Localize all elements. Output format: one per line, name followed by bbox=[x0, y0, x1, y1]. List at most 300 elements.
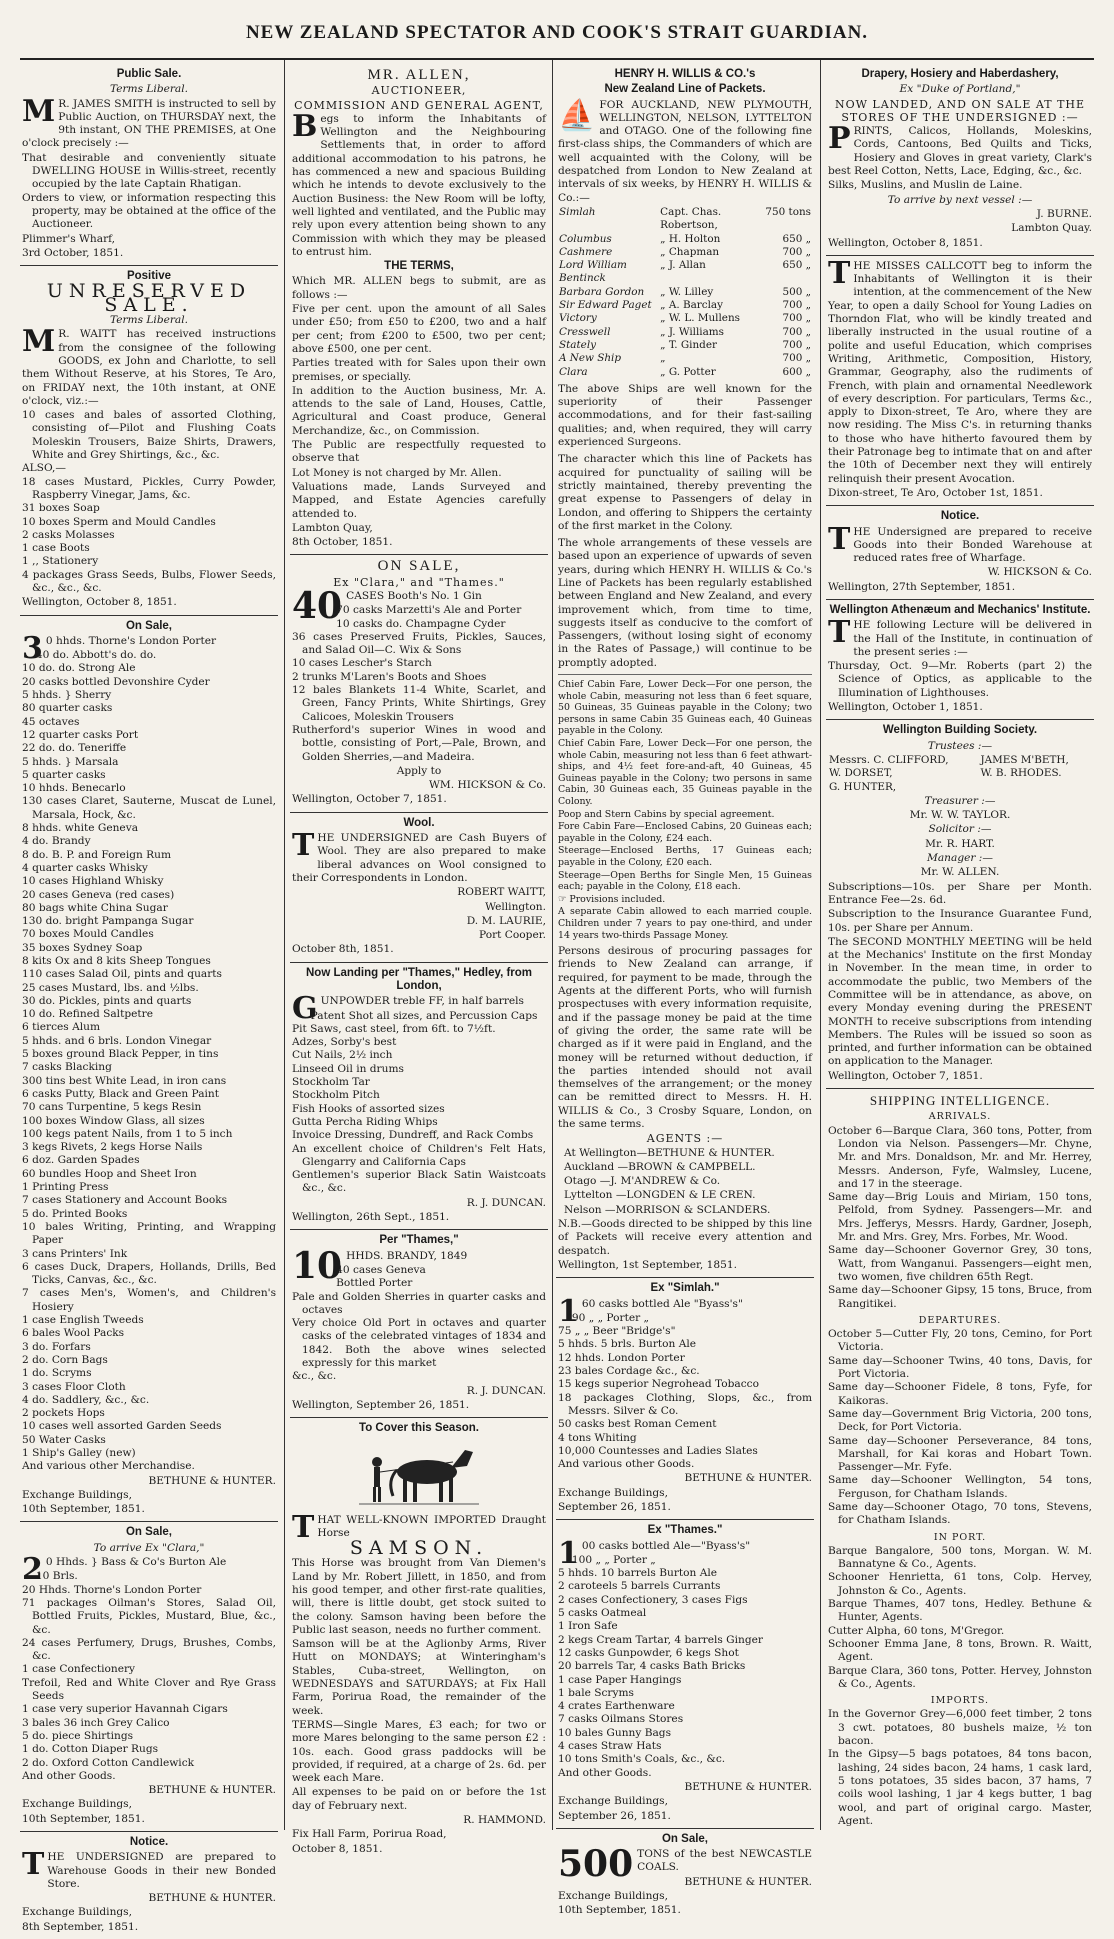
ad-block bbox=[826, 256, 1094, 506]
ad-text-line: THE Undersigned are prepared to receive Goods into their Bonded Warehouse at reduced rates free of Wharfage. bbox=[828, 521, 1092, 565]
ad-block bbox=[826, 600, 1094, 720]
ad-signature: BETHUNE & HUNTER. bbox=[148, 1784, 276, 1797]
column-3 bbox=[556, 64, 814, 1917]
ad-text-line: 4 packages Grass Seeds, Bulbs, Flower Seeds, &c., &c., &c. bbox=[22, 568, 276, 594]
ad-footer: Dixon-street, Te Aro, October 1st, 1851. bbox=[828, 486, 1043, 499]
ad-text-line: 2 pockets Hops bbox=[22, 1407, 105, 1420]
shipping-line: Same day—Schooner Twins, 40 tons, Davis, for Port Victoria. bbox=[828, 1354, 1092, 1381]
horse-name: SAMSON. bbox=[349, 1537, 489, 1560]
ad-text-line: Bottled Porter bbox=[336, 1277, 413, 1290]
ad-text-line: 10 hhds. Benecarlo bbox=[22, 782, 126, 795]
ad-title: New Zealand Line of Packets. bbox=[604, 83, 766, 96]
ad-block bbox=[290, 963, 548, 1231]
ad-block bbox=[290, 555, 548, 812]
ad-footer: Wellington, 27th September, 1851. bbox=[828, 580, 1016, 593]
ad-text-line: M R. JAMES SMITH is instructed to sell by Public Auction, on THURSDAY next, the 9th instant, ON THE PREMISES, at One o'clock precisely :— bbox=[22, 93, 276, 150]
ad-title: On Sale, bbox=[125, 1526, 173, 1539]
fare-line: Poop and Stern Cabins by special agreement. bbox=[558, 808, 775, 820]
drop-cap: P bbox=[828, 121, 851, 157]
drop-cap: 2 bbox=[22, 1552, 43, 1588]
shipping-line: October 5—Cutter Fly, 20 tons, Cemino, for Port Victoria. bbox=[828, 1328, 1092, 1354]
ad-heading: SHIPPING INTELLIGENCE. bbox=[869, 1093, 1051, 1109]
ad-text-line: 31 boxes Soap bbox=[22, 502, 100, 515]
ship-cell: Columbus bbox=[559, 232, 612, 245]
ad-subheading: AUCTIONEER, bbox=[371, 84, 467, 98]
column-4 bbox=[826, 64, 1094, 1829]
ad-text-line: 10 bales Writing, Printing, and Wrapping Paper bbox=[22, 1220, 276, 1247]
ad-text-line: ⛵ FOR AUCKLAND, NEW PLYMOUTH, WELLINGTON, NELSON, LYTTELTON and OTAGO. One of the following fine first-class ships, the Commanders of which are well acquainted with the Colony, will be despatched from London to New Zealand at intervals of six weeks, by HENRY H. WILLIS & Co.:— bbox=[558, 97, 812, 204]
ad-text-line: Silks, Muslins, and Muslin de Laine. bbox=[828, 179, 1023, 192]
ad-text-line: 10 boxes Sperm and Mould Candles bbox=[22, 515, 216, 528]
office-title: Manager :— bbox=[927, 852, 993, 865]
ad-subheading: Ex "Clara," and "Thames." bbox=[333, 575, 505, 589]
fare-line: Chief Cabin Fare, Lower Deck—For one person, the whole Cabin, measuring not less than 6 feet square, 50 Guineas, 35 Guineas payable in the Colony; two persons in same Cabin 35 Guineas each, 40 Guineas payable in the Colony. bbox=[558, 679, 812, 737]
ad-block bbox=[290, 64, 548, 555]
ad-text-line: 23 bales Cordage &c., &c. bbox=[558, 1365, 700, 1378]
shipping-line: Schooner Emma Jane, 8 tons, Brown. R. Waitt, Agent. bbox=[828, 1637, 1092, 1664]
shipping-line: Same day—Schooner Governor Grey, 30 tons, Watt, from Wanganui. Passengers—eight men, two women, five children 65th Regt. bbox=[828, 1244, 1092, 1283]
ad-signature: Lambton Quay. bbox=[1011, 222, 1092, 235]
ad-signature: R. J. DUNCAN. bbox=[466, 1196, 546, 1209]
ship-cell: „ A. Barclay bbox=[660, 299, 723, 312]
ad-text-line: 6 casks Putty, Black and Green Paint bbox=[22, 1087, 219, 1100]
ad-footer: Wellington, October 7, 1851. bbox=[292, 793, 447, 806]
ad-block bbox=[290, 813, 548, 963]
ad-block bbox=[20, 616, 278, 1523]
ad-footer: 8th October, 1851. bbox=[292, 536, 393, 549]
ship-cell: 750 tons bbox=[765, 205, 811, 218]
shipping-line: Same day—Schooner Fidele, 8 tons, Fyfe, for Kaikoras. bbox=[828, 1381, 1092, 1407]
ad-footer: Wellington, October 8, 1851. bbox=[828, 236, 983, 249]
ad-big-title: UNRESERVED SALE. bbox=[46, 280, 252, 316]
ad-block bbox=[20, 266, 278, 615]
ad-text-line: Cut Nails, 2½ inch bbox=[292, 1049, 393, 1062]
ship-cell: 700 „ bbox=[782, 312, 811, 325]
ad-text-line: 8 do. B. P. and Foreign Rum bbox=[22, 848, 172, 861]
ad-text-line: 1 do. Scryms bbox=[22, 1367, 92, 1380]
ship-cell: „ J. Williams bbox=[660, 325, 724, 338]
ad-text-line: An excellent choice of Children's Felt Hats, Glengarry and California Caps bbox=[292, 1142, 546, 1168]
ad-text-line: The SECOND MONTHLY MEETING will be held at the Mechanics' Institute on the first Monday in November. In the mean time, in order to accommodate the public, two Members of the Committee will be in attendance, as above, on every Monday evening during the PRESENT MONTH to receive subscriptions from intending Members. The Rules will be issued so soon as printed, and further information can be obtained on application to the Manager. bbox=[828, 935, 1092, 1068]
ad-footer: Wellington, October 1, 1851. bbox=[828, 701, 983, 714]
ad-text-line: 36 cases Preserved Fruits, Pickles, Sauces, and Salad Oil—C. Wix & Sons bbox=[292, 630, 546, 657]
ad-text-line: 5 hhds. 10 barrels Burton Ale bbox=[558, 1567, 718, 1580]
ad-title: Drapery, Hosiery and Haberdashery, bbox=[861, 68, 1059, 80]
ship-cell: Simlah bbox=[559, 205, 596, 218]
ad-signature: W. HICKSON & Co. bbox=[987, 566, 1092, 579]
ad-title: Wellington Building Society. bbox=[882, 724, 1038, 737]
ship-cell: „ J. Allan bbox=[660, 259, 706, 272]
ship-row bbox=[558, 339, 812, 352]
ad-text-line: 5 do. Printed Books bbox=[22, 1207, 128, 1220]
ad-text-line: 110 cases Salad Oil, pints and quarts bbox=[22, 968, 222, 981]
ad-text-line: 80 bags white China Sugar bbox=[22, 901, 168, 914]
ad-text-line: 71 packages Oilman's Stores, Salad Oil, Bottled Fruits, Pickles, Mustard, Blue, &c., &c. bbox=[22, 1596, 276, 1636]
agent-line: Otago —J. M'ANDREW & Co. bbox=[564, 1175, 721, 1188]
ad-text-line: 1 Iron Safe bbox=[558, 1620, 618, 1633]
ad-signature: D. M. LAURIE, bbox=[466, 914, 546, 927]
ship-cell: „ G. Potter bbox=[660, 365, 716, 378]
ship-row bbox=[558, 352, 812, 365]
ad-text-line: 60 bundles Hoop and Sheet Iron bbox=[22, 1167, 197, 1180]
shipping-section-title: IN PORT. bbox=[933, 1531, 987, 1543]
ad-text-line: 5 hhds. } Sherry bbox=[22, 689, 112, 702]
ad-text-line: In addition to the Auction business, Mr. A. attends to the sale of Land, Houses, Cattle, Agricultural and Coast produce, General Merchandize, &c., on Commission. bbox=[292, 384, 546, 437]
shipping-line: Same day—Brig Louis and Miriam, 150 tons, Pelfold, from Sydney. Passengers—Mr. and Mrs. Jefferys, Messrs. Hardy, Gardner, Joseph, Mr. and Mrs. Grey, Mrs. Forbes, Mr. Wood. bbox=[828, 1191, 1092, 1244]
ad-text-line: 1 00 casks bottled Ale—"Byass's" bbox=[558, 1535, 751, 1571]
ad-text-line: 2 casks Molasses bbox=[22, 528, 115, 541]
trustee-row bbox=[828, 754, 1092, 767]
ad-text-line: 4 quarter casks Whisky bbox=[22, 861, 148, 874]
ad-text-line: &c., &c. bbox=[292, 1370, 337, 1383]
drop-cap: T bbox=[828, 521, 851, 557]
ad-text-line: 2 do. Oxford Cotton Candlewick bbox=[22, 1756, 195, 1769]
ad-text-line: Parties treated with for Sales upon their own premises, or specially. bbox=[292, 357, 546, 383]
ship-cell: Clara bbox=[559, 365, 588, 378]
ad-text-line: THE MISSES CALLCOTT beg to inform the Inhabitants of Wellington it is their intention, at the commencement of the New Year, to open a daily School for Young Ladies on Thorndon Flat, who will be kindly treated and liberally instructed in the usual routine of a polite and useful Education, which comprises Writing, Arithmetic, Composition, History, Grammar, Geography, also the rudiments of French, with plain and ornamental Needlework of every description. For particulars, Terms &c., apply to Dixon-street, Te Aro, where they are now residing. The Miss C's. in returning thanks to those who have hitherto favoured them by their Patronage beg to intimate that on and after the 10th of December next they will entirely relinquish their present Avocation. bbox=[828, 255, 1092, 485]
agent-line: Lyttelton —LONGDEN & LE CREN. bbox=[564, 1189, 756, 1202]
ad-title: Positive bbox=[126, 270, 172, 283]
ad-footer: Wellington, September 26, 1851. bbox=[292, 1398, 470, 1411]
ad-text-line: 40 do. Abbott's do. do. bbox=[35, 649, 157, 662]
ad-text-line: 1 case English Tweeds bbox=[22, 1314, 144, 1327]
ad-text-line: 10 HHDS. BRANDY, 1849 bbox=[292, 1244, 468, 1287]
column-divider bbox=[820, 60, 821, 1830]
ship-cell: „ Chapman bbox=[660, 245, 720, 258]
ad-text-line: 100 kegs patent Nails, from 1 to 5 inch bbox=[22, 1127, 233, 1140]
ad-text-line: Gentlemen's superior Black Satin Waistcoats &c., &c. bbox=[292, 1169, 546, 1195]
ad-text-line: 5 boxes ground Black Pepper, in tins bbox=[22, 1048, 219, 1061]
ad-text-line: M R. WAITT has received instructions from the consignee of the following GOODS, ex John and Charlotte, to sell them Without Reserve, at his Stores, Te Aro, on FRIDAY next, the 10th instant, at ONE o'clock, viz.:— bbox=[22, 324, 276, 407]
ship-cell: 650 „ bbox=[782, 232, 811, 245]
ad-text-line: 40 CASES Booth's No. 1 Gin bbox=[292, 584, 482, 627]
fare-line: Chief Cabin Fare, Lower Deck—For one person, the whole Cabin, measuring not less than 6 feet athwart-ships, and 4½ feet fore-and-aft, 40 Guineas, 45 Guineas payable in the Colony; two persons in same Cabin, 30 Guineas each, 35 Guineas payable in the Colony. bbox=[558, 738, 812, 807]
ad-italic-line: Terms Liberal. bbox=[109, 314, 189, 327]
ad-text-line: 2 kegs Cream Tartar, 4 barrels Ginger bbox=[558, 1633, 763, 1646]
ad-text-line: 10 bales Gunny Bags bbox=[558, 1726, 672, 1739]
ship-row bbox=[558, 366, 812, 379]
ad-footer: Exchange Buildings, bbox=[558, 1486, 668, 1499]
ad-text-line: Which MR. ALLEN begs to submit, are as follows :— bbox=[292, 275, 546, 301]
ship-cell: „ H. Holton bbox=[660, 232, 721, 245]
ad-signature: BETHUNE & HUNTER. bbox=[684, 1472, 812, 1485]
ad-text-line: 3 bales 36 inch Grey Calico bbox=[22, 1716, 170, 1729]
ad-text-line: 75 „ „ Beer "Bridge's" bbox=[558, 1325, 676, 1338]
ad-signature: BETHUNE & HUNTER. bbox=[684, 1875, 812, 1888]
ad-text-line: 80 quarter casks bbox=[22, 702, 113, 715]
shipping-line: In the Gipsy—5 bags potatoes, 84 tons bacon, lashing, 24 sides bacon, 24 hams, 1 cask lard, 5 tons potatoes, 35 sides bacon, 37 hams, 7 coils wool lashing, 1 jar 4 kegs butter, 1 bag wool, and part of original cargo. Master, Agent. bbox=[828, 1748, 1092, 1827]
ad-text-line: 18 packages Clothing, Slops, &c., from Messrs. Silver & Co. bbox=[558, 1391, 812, 1417]
ad-text-line: 45 octaves bbox=[22, 715, 80, 728]
ad-text-line: 8 kits Ox and 8 kits Sheep Tongues bbox=[22, 955, 211, 967]
ad-footer: Fix Hall Farm, Porirua Road, bbox=[292, 1828, 447, 1841]
masthead-rule bbox=[20, 58, 1094, 60]
ad-text-line: 1 Printing Press bbox=[22, 1181, 109, 1194]
ad-footer: 10th September, 1851. bbox=[558, 1904, 681, 1917]
ad-text-line: 1 case Confectionery bbox=[22, 1663, 136, 1676]
ad-title: Notice. bbox=[129, 1836, 169, 1848]
ad-block bbox=[290, 1418, 548, 1861]
ad-text-line: Subscription to the Insurance Guarantee Fund, 10s. per Share per Annum. bbox=[828, 908, 1092, 934]
ad-signature: BETHUNE & HUNTER. bbox=[148, 1474, 276, 1487]
office-title: Treasurer :— bbox=[924, 794, 996, 807]
ad-text-line: 130 do. bright Pampanga Sugar bbox=[22, 915, 194, 928]
ship-cell: „ W. Lilley bbox=[660, 285, 714, 298]
trustee-cell: G. HUNTER, bbox=[829, 780, 897, 793]
ad-italic-line: Trustees :— bbox=[927, 739, 993, 752]
ad-text-line: Stockholm Tar bbox=[292, 1076, 370, 1089]
ad-block bbox=[556, 1278, 814, 1520]
ad-footer: Exchange Buildings, bbox=[22, 1488, 132, 1501]
fare-list bbox=[558, 674, 812, 941]
ad-text-line: 20 barrels Tar, 4 casks Bath Bricks bbox=[558, 1660, 746, 1673]
fare-line: A separate Cabin allowed to each married couple. Children under 7 years to pay one-third, and under 14 years two-thirds Passage Money. bbox=[558, 906, 812, 941]
ad-block bbox=[20, 1832, 278, 1939]
ad-text-line: And various other Merchandise. bbox=[22, 1460, 195, 1473]
ad-title: Notice. bbox=[940, 510, 980, 523]
ad-text-line: 500 TONS of the best NEWCASTLE COALS. bbox=[558, 1843, 812, 1886]
drop-cap: T bbox=[828, 255, 851, 291]
ad-text-line: Begs to inform the Inhabitants of Wellington and the Neighbouring Settlements that, in order to afford additional accommodation to his patrons, he has commenced a new and spacious Building which he intends to devote exclusively to the Auction Business: the New Room will be lofty, well lighted and ventilated, and the Public may rely upon every attention being shown to any Commission with which they may be pleased to entrust him. bbox=[292, 108, 546, 258]
drop-cap: T bbox=[828, 615, 851, 651]
ad-text-line: 2 cases Confectionery, 3 cases Figs bbox=[558, 1593, 748, 1606]
ad-heading: MR. ALLEN, bbox=[367, 67, 471, 83]
trustee-row bbox=[828, 781, 1092, 794]
ship-cell: Lord William Bentinck bbox=[559, 259, 627, 285]
shipping-line: October 6—Barque Clara, 360 tons, Potter, from London via Nelson. Passengers—Mr. Chyne, Mr. and Mrs. Donaldson, Mr. and Mr. Herrey, Messrs. Anderson, Fyfe, Walmsley, Lucene, and 17 in the steerage. bbox=[828, 1124, 1092, 1190]
ad-text-line: 7 casks Oilmans Stores bbox=[558, 1713, 684, 1726]
ad-text-line: Stockholm Pitch bbox=[292, 1089, 380, 1102]
ad-footer: 3rd October, 1851. bbox=[22, 246, 124, 259]
ship-row bbox=[558, 246, 812, 259]
ship-cell: 700 „ bbox=[782, 352, 811, 365]
ad-text-line: 100 „ „ Porter „ bbox=[571, 1553, 656, 1566]
trustee-cell: W. DORSET, bbox=[829, 767, 893, 780]
ad-footer: Plimmer's Wharf, bbox=[22, 232, 116, 245]
ad-text-line: Orders to view, or information respecting this property, may be obtained at the office of the Auctioneer. bbox=[22, 191, 276, 231]
ad-text-line: That desirable and conveniently situate DWELLING HOUSE in Willis-street, recently occupied by the late Captain Rhatigan. bbox=[22, 151, 276, 191]
ad-footer: Exchange Buildings, bbox=[22, 1906, 132, 1919]
ad-text-line: Patent Shot all sizes, and Percussion Caps bbox=[310, 1009, 538, 1022]
ad-text-line: Apply to bbox=[396, 764, 442, 777]
ad-text-line: 22 do. do. Teneriffe bbox=[22, 742, 127, 755]
drop-cap: M bbox=[22, 324, 56, 360]
fare-line: Steerage—Open Berths for Single Men, 15 Guineas each; payable in the Colony, £18 each. bbox=[558, 869, 812, 893]
ad-text-line: 10 cases Lescher's Starch bbox=[292, 657, 432, 670]
shipping-line: Same day—Government Brig Victoria, 200 tons, Deck, for Port Victoria. bbox=[828, 1407, 1092, 1434]
ad-text-line: 2 do. Corn Bags bbox=[22, 1353, 108, 1366]
ship-row bbox=[558, 326, 812, 339]
ad-text-line: 6 cases Duck, Drapers, Hollands, Drills, Bed Ticks, Canvas, &c., &c. bbox=[22, 1260, 276, 1287]
ad-block bbox=[20, 1522, 278, 1832]
ad-footer: Lambton Quay, bbox=[292, 521, 373, 534]
ad-text-line: And other Goods. bbox=[22, 1769, 116, 1782]
ad-text-line: 15 kegs superior Negrohead Tobacco bbox=[558, 1378, 759, 1391]
drop-cap: 1 bbox=[558, 1535, 579, 1571]
ad-text-line: THE UNDERSIGNED are prepared to Warehouse Goods in their new Bonded Store. bbox=[22, 1847, 276, 1890]
ad-footer: Wellington, October 8, 1851. bbox=[22, 596, 177, 609]
ad-text-line: Fish Hooks of assorted sizes bbox=[292, 1102, 445, 1115]
ad-text-line: 10 tons Smith's Coals, &c., &c. bbox=[558, 1753, 726, 1766]
ad-footer: Wellington, October 7, 1851. bbox=[828, 1069, 983, 1082]
shipping-section-title: ARRIVALS. bbox=[928, 1111, 992, 1123]
ad-text-line: 10 do. Refined Saltpetre bbox=[22, 1008, 153, 1021]
column-divider bbox=[552, 60, 553, 1830]
ad-text-line: 10 do. do. Strong Ale bbox=[22, 662, 136, 675]
column-2 bbox=[290, 64, 548, 1855]
ad-title: Ex "Thames." bbox=[647, 1524, 723, 1537]
ad-footer: 8th September, 1851. bbox=[22, 1920, 139, 1933]
shipping-line: Barque Bangalore, 500 tons, Morgan. W. M. Bannatyne & Co., Agents. bbox=[828, 1544, 1092, 1571]
ad-text-line: 1 case Paper Hangings bbox=[558, 1673, 682, 1686]
drop-cap: M bbox=[22, 93, 56, 129]
ad-text-line: Persons desirous of procuring passages for friends to New Zealand can arrange, if required, for payment to be made, through the Agents at the different Ports, who will furnish prospectuses with every information requisite, and if the passage money be paid at the time of giving the order, the same rate will be charged as if it were paid in England, and the money will be returned without deduction, if the parties intended should not avail themselves of the arrangement; or the money can be remitted direct to Messrs. H. H. WILLIS & Co., 3 Crosby Square, London, on the same terms. bbox=[558, 945, 812, 1130]
ad-text-line: 8 hhds. white Geneva bbox=[22, 822, 139, 835]
ad-text-line: Pit Saws, cast steel, from 6ft. to 7½ft. bbox=[292, 1022, 496, 1035]
ship-cell: 700 „ bbox=[782, 325, 811, 338]
shipping-line: Barque Thames, 407 tons, Hedley. Bethune & Hunter, Agents. bbox=[828, 1598, 1092, 1624]
ad-text-line: 30 do. Pickles, pints and quarts bbox=[22, 994, 192, 1007]
column-divider bbox=[284, 60, 285, 1830]
ad-footer: 10th September, 1851. bbox=[22, 1812, 145, 1825]
ad-text-line: 2 caroteels 5 barrels Currants bbox=[558, 1580, 721, 1593]
ad-text-line: 10 cases Highland Whisky bbox=[22, 875, 164, 888]
ad-footer: Exchange Buildings, bbox=[22, 1798, 132, 1811]
ad-footer: September 26, 1851. bbox=[558, 1501, 671, 1513]
ad-signature: J. BURNE. bbox=[1036, 207, 1092, 220]
ad-text-line: Adzes, Sorby's best bbox=[292, 1036, 397, 1049]
trustee-cell: JAMES M'BETH, bbox=[980, 753, 1069, 766]
ad-title: Per "Thames," bbox=[379, 1234, 459, 1247]
ad-signature: ROBERT WAITT, bbox=[457, 886, 546, 899]
ad-text-line: 70 cans Turpentine, 5 kegs Resin bbox=[22, 1101, 202, 1114]
ship-cell: 700 „ bbox=[782, 299, 811, 312]
ad-text-line: Five per cent. upon the amount of all Sales under £50; from £50 to £200, two and a half per cent; from £200 to £500, two per cent; above £500, one per cent. bbox=[292, 303, 546, 355]
ad-text-line: THAT WELL-KNOWN IMPORTED Draught Horse bbox=[292, 1509, 546, 1545]
ship-cell: 650 „ bbox=[782, 259, 811, 272]
ad-text-line: Valuations made, Lands Surveyed and Mapped, and Estate Agencies carefully attended to. bbox=[292, 480, 546, 520]
ad-title: On Sale, bbox=[661, 1832, 709, 1845]
ad-text-line: 2 0 Hhds. } Bass & Co's Burton Ale bbox=[22, 1552, 227, 1588]
shipping-line: Same day—Schooner Wellington, 54 tons, Ferguson, for Chatham Islands. bbox=[828, 1474, 1092, 1500]
ad-text-line: 130 cases Claret, Sauterne, Muscat de Lunel, Marsala, Hock, &c. bbox=[22, 795, 276, 821]
ad-footer: October 8th, 1851. bbox=[292, 943, 394, 956]
ad-text-line: 6 doz. Garden Spades bbox=[22, 1154, 140, 1167]
fare-line: ☞ Provisions included. bbox=[558, 893, 666, 905]
ship-row bbox=[558, 259, 812, 286]
ad-text-line: Invoice Dressing, Dundreff, and Rack Combs bbox=[292, 1129, 534, 1142]
office-holder: Mr. W. W. TAYLOR. bbox=[909, 809, 1011, 822]
ad-text-line: 24 cases Perfumery, Drugs, Brushes, Combs, &c. bbox=[22, 1636, 276, 1663]
ad-text-line: 4 tons Whiting bbox=[558, 1431, 637, 1444]
office-holder: Mr. R. HART. bbox=[925, 837, 995, 850]
ad-text-line: 25 cases Mustard, lbs. and ½lbs. bbox=[22, 981, 199, 994]
ship-cell: „ W. L. Mullens bbox=[660, 312, 740, 325]
ship-row bbox=[558, 233, 812, 246]
ad-text-line: 10 cases well assorted Garden Seeds bbox=[22, 1420, 222, 1433]
ad-text-line: 4 do. Saddlery, &c., &c. bbox=[22, 1393, 150, 1406]
ad-text-line: The Public are respectfully requested to observe that bbox=[292, 439, 546, 465]
ad-title: THE TERMS, bbox=[384, 260, 454, 273]
ad-text-line: 5 hhds. } Marsala bbox=[22, 755, 119, 768]
horse-illustration-icon bbox=[349, 1440, 489, 1510]
ship-cell: 600 „ bbox=[782, 365, 811, 378]
ad-text-line: 1 case very superior Havannah Cigars bbox=[22, 1703, 228, 1716]
ship-icon: ⛵ bbox=[558, 97, 596, 133]
shipping-line: Barque Clara, 360 tons, Potter. Hervey, Johnston & Co., Agents. bbox=[828, 1664, 1092, 1690]
ad-text-line: 12 quarter casks Port bbox=[22, 728, 139, 741]
agents-title: AGENTS :— bbox=[646, 1132, 724, 1146]
ad-text-line: 3 cases Floor Cloth bbox=[22, 1380, 126, 1393]
trustee-cell bbox=[979, 781, 1092, 794]
ad-text-line: 12 hhds. London Porter bbox=[558, 1351, 685, 1364]
ad-italic-line: Ex "Duke of Portland," bbox=[899, 83, 1021, 96]
ad-italic-line: To arrive Ex "Clara," bbox=[93, 1541, 205, 1554]
ad-footer: Wellington, 26th Sept., 1851. bbox=[292, 1211, 450, 1224]
ship-cell: A New Ship bbox=[559, 352, 622, 365]
ad-text-line: Very choice Old Port in octaves and quarter casks of the celebrated vintages of 1834 and 1842. Both the above wines selected expressly for this market bbox=[292, 1317, 546, 1370]
drop-cap: 1 bbox=[558, 1293, 579, 1329]
ship-cell: „ T. Ginder bbox=[660, 338, 717, 351]
ad-block bbox=[20, 64, 278, 266]
ad-text-line: 12 casks Gunpowder, 6 kegs Shot bbox=[558, 1646, 739, 1659]
ad-text-line: 5 hhds. and 6 brls. London Vinegar bbox=[22, 1034, 212, 1047]
ad-text-line: 4 do. Brandy bbox=[22, 835, 91, 848]
ad-block bbox=[556, 64, 814, 1278]
ad-text-line: GUNPOWDER treble FF, in half barrels bbox=[292, 991, 524, 1027]
ad-text-line: 18 cases Mustard, Pickles, Curry Powder, Raspberry Vinegar, Jams, &c. bbox=[22, 475, 276, 501]
ad-text-line: 1 do. Cotton Diaper Rugs bbox=[22, 1743, 159, 1756]
ad-title: Ex "Simlah." bbox=[650, 1282, 720, 1295]
ad-text-line: 7 cases Stationery and Account Books bbox=[22, 1194, 228, 1207]
fare-line: Fore Cabin Fare—Enclosed Cabins, 20 Guineas each; payable in the Colony, £24 each. bbox=[558, 821, 812, 844]
ad-text-line: The whole arrangements of these vessels are based upon an experience of upwards of seven years, during which HENRY H. WILLIS & Co.'s Line of Packets has been regularly established between England and New Zealand, and every improvement which, from time to time, suggests itself as conducive to the comfort of Passengers, (without losing sight of economy in the Rates of Passage,) will continue to be promptly adopted. bbox=[558, 537, 812, 669]
agent-line: Auckland —BROWN & CAMPBELL. bbox=[564, 1160, 756, 1173]
ad-block bbox=[290, 1230, 548, 1418]
ship-cell: „ bbox=[660, 352, 666, 365]
ad-text-line: 1 Ship's Galley (new) bbox=[22, 1446, 136, 1459]
ad-text-line: 20 casks bottled Devonshire Cyder bbox=[22, 675, 210, 688]
ad-text-line: 5 hhds. 5 brls. Burton Ale bbox=[558, 1338, 697, 1351]
ship-row bbox=[558, 312, 812, 325]
ad-text-line: 40 cases Geneva bbox=[336, 1263, 426, 1276]
ad-text-line: 10 casks do. Champagne Cyder bbox=[336, 617, 506, 630]
shipping-section-title: DEPARTURES. bbox=[918, 1314, 1002, 1326]
ad-title: Wellington Athenæum and Mechanics' Institute. bbox=[829, 603, 1091, 616]
ad-text-line: 90 „ „ Porter „ bbox=[571, 1311, 650, 1324]
ad-text-line: N.B.—Goods directed to be shipped by this line of Packets will receive every attention and despatch. bbox=[558, 1218, 812, 1257]
ad-heading: ON SALE, bbox=[377, 558, 461, 575]
ad-text-line: 4 crates Earthenware bbox=[558, 1700, 675, 1713]
trustee-row bbox=[828, 767, 1092, 780]
ad-title: Now Landing per "Thames," Hedley, from London, bbox=[305, 966, 533, 992]
ad-text-line: 3 0 hhds. Thorne's London Porter bbox=[22, 630, 217, 666]
ad-text-line: Thursday, Oct. 9—Mr. Roberts (part 2) the Science of Optics, as applicable to the Illumination of Lighthouses. bbox=[828, 660, 1092, 699]
ad-block bbox=[826, 506, 1094, 600]
ad-text-line: 20 cases Geneva (red cases) bbox=[22, 888, 175, 901]
shipping-line: Same day—Schooner Otago, 70 tons, Stevens, for Chatham Islands. bbox=[828, 1500, 1092, 1527]
office-holder: Mr. W. ALLEN. bbox=[920, 866, 1000, 879]
ad-text-line: 35 boxes Sydney Soap bbox=[22, 941, 143, 954]
column-1 bbox=[20, 64, 278, 1933]
ad-text-line: Rutherford's superior Wines in wood and bottle, consisting of Port,—Pale, Brown, and Golden Sherries,—and Madeira. bbox=[292, 723, 546, 763]
shipping-line: In the Governor Grey—6,000 feet timber, 2 tons 3 cwt. potatoes, 80 bushels maize, ½ ton bacon. bbox=[828, 1708, 1092, 1748]
shipping-line: Same day—Schooner Gipsy, 15 tons, Bruce, from Rangitikei. bbox=[828, 1284, 1092, 1310]
drop-cap: T bbox=[292, 828, 315, 864]
ad-text-line: THE following Lecture will be delivered in the Hall of the Institute, in continuation of the present series :— bbox=[828, 615, 1092, 658]
ad-title: HENRY H. WILLIS & CO.'s bbox=[614, 68, 756, 80]
ad-block bbox=[826, 64, 1094, 256]
